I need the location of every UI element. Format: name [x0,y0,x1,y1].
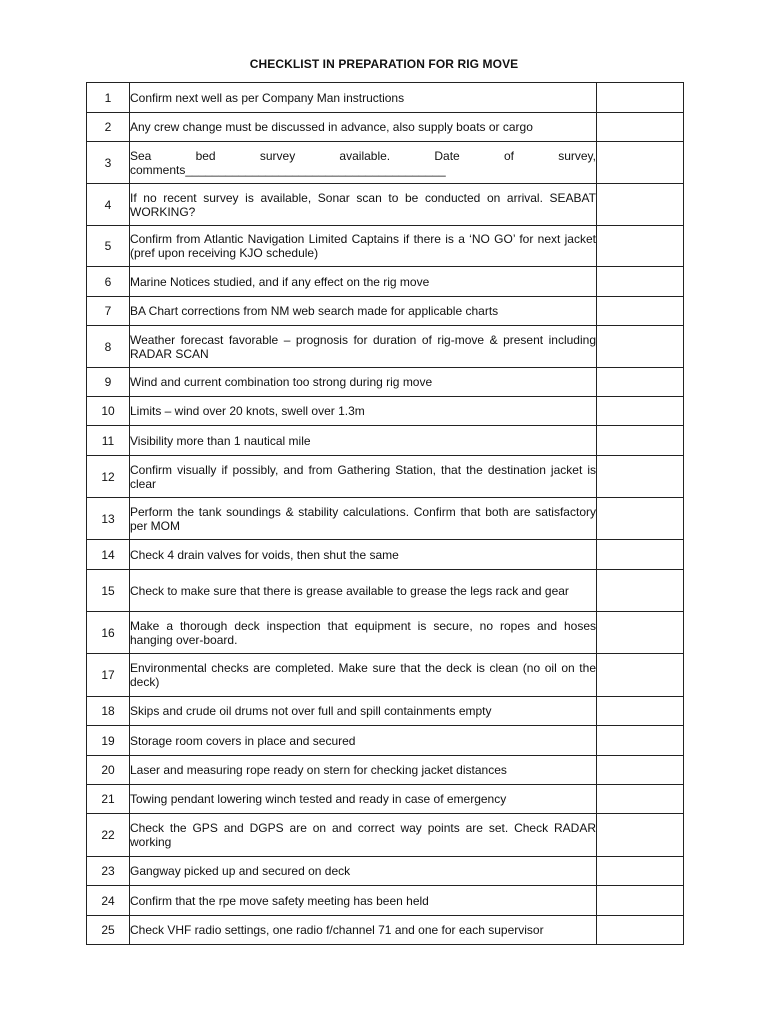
item-check-box[interactable] [597,857,684,886]
item-check-box[interactable] [597,297,684,326]
checklist-row [87,426,684,456]
checklist-table [86,82,684,945]
checklist-row [87,857,684,886]
item-number: 8 [87,326,130,368]
item-check-box[interactable] [597,540,684,570]
item-check-box[interactable] [597,113,684,142]
checklist-row [87,368,684,397]
checklist-row [87,886,684,916]
item-number: 20 [87,756,130,785]
item-number: 5 [87,226,130,267]
item-check-box[interactable] [597,756,684,785]
item-check-box[interactable] [597,368,684,397]
item-number: 22 [87,814,130,857]
item-check-box[interactable] [597,397,684,426]
item-check-box[interactable] [597,570,684,612]
item-check-box[interactable] [597,326,684,368]
item-number: 4 [87,184,130,226]
item-text: Check to make sure that there is grease available to grease the legs rack and gear [130,570,597,612]
checklist-row [87,612,684,654]
item-text: Marine Notices studied, and if any effect on the rig move [130,267,597,297]
checklist-row [87,142,684,184]
item-check-box[interactable] [597,226,684,267]
item-check-box[interactable] [597,267,684,297]
item-number: 2 [87,113,130,142]
item-text: Confirm from Atlantic Navigation Limited Captains if there is a ‘NO GO’ for next jacket (pref upon receiving KJO schedule) [130,226,597,267]
item-number: 23 [87,857,130,886]
item-number: 10 [87,397,130,426]
item-number: 12 [87,456,130,498]
item-text: Visibility more than 1 nautical mile [130,426,597,456]
item-number: 11 [87,426,130,456]
checklist-row [87,697,684,726]
item-text: Any crew change must be discussed in advance, also supply boats or cargo [130,113,597,142]
item-text: Sea bed survey available. Date of survey, comments_______________________________________ [130,142,597,184]
checklist-row [87,297,684,326]
item-number: 18 [87,697,130,726]
item-number: 25 [87,916,130,945]
item-text: Gangway picked up and secured on deck [130,857,597,886]
item-text: Check VHF radio settings, one radio f/channel 71 and one for each supervisor [130,916,597,945]
checklist-row [87,654,684,697]
item-number: 17 [87,654,130,697]
document-title: CHECKLIST IN PREPARATION FOR RIG MOVE [249,57,519,71]
item-check-box[interactable] [597,142,684,184]
item-text: Environmental checks are completed. Make sure that the deck is clean (no oil on the deck) [130,654,597,697]
item-number: 21 [87,785,130,814]
item-number: 9 [87,368,130,397]
checklist-row [87,83,684,113]
item-text: If no recent survey is available, Sonar scan to be conducted on arrival. SEABAT WORKING? [130,184,597,226]
item-check-box[interactable] [597,426,684,456]
item-number: 15 [87,570,130,612]
item-number: 1 [87,83,130,113]
item-text: BA Chart corrections from NM web search made for applicable charts [130,297,597,326]
item-check-box[interactable] [597,456,684,498]
item-text: Weather forecast favorable – prognosis for duration of rig-move & present including RADAR SCAN [130,326,597,368]
item-text: Limits – wind over 20 knots, swell over 1.3m [130,397,597,426]
item-text: Make a thorough deck inspection that equipment is secure, no ropes and hoses hanging over-board. [130,612,597,654]
item-number: 14 [87,540,130,570]
item-check-box[interactable] [597,726,684,756]
item-check-box[interactable] [597,697,684,726]
checklist-row [87,540,684,570]
item-text: Confirm visually if possibly, and from Gathering Station, that the destination jacket is clear [130,456,597,498]
checklist-row [87,397,684,426]
item-text: Check the GPS and DGPS are on and correct way points are set. Check RADAR working [130,814,597,857]
item-number: 19 [87,726,130,756]
item-text: Wind and current combination too strong during rig move [130,368,597,397]
checklist-row [87,184,684,226]
item-text: Confirm that the rpe move safety meeting has been held [130,886,597,916]
item-number: 13 [87,498,130,540]
checklist-row [87,326,684,368]
item-text: Confirm next well as per Company Man instructions [130,83,597,113]
item-text: Skips and crude oil drums not over full and spill containments empty [130,697,597,726]
checklist-row [87,267,684,297]
item-check-box[interactable] [597,184,684,226]
item-check-box[interactable] [597,83,684,113]
checklist-body [87,83,684,945]
item-check-box[interactable] [597,498,684,540]
item-check-box[interactable] [597,785,684,814]
checklist-row [87,814,684,857]
item-check-box[interactable] [597,612,684,654]
item-check-box[interactable] [597,814,684,857]
item-number: 24 [87,886,130,916]
item-text: Laser and measuring rope ready on stern for checking jacket distances [130,756,597,785]
item-text: Storage room covers in place and secured [130,726,597,756]
item-check-box[interactable] [597,654,684,697]
checklist-row [87,113,684,142]
item-number: 16 [87,612,130,654]
item-number: 7 [87,297,130,326]
checklist-row [87,756,684,785]
item-check-box[interactable] [597,886,684,916]
item-text: Perform the tank soundings & stability calculations. Confirm that both are satisfactory per MOM [130,498,597,540]
checklist-row [87,785,684,814]
checklist-row [87,498,684,540]
item-check-box[interactable] [597,916,684,945]
item-text: Towing pendant lowering winch tested and ready in case of emergency [130,785,597,814]
checklist-row [87,726,684,756]
checklist-row [87,226,684,267]
item-number: 6 [87,267,130,297]
checklist-row [87,456,684,498]
item-number: 3 [87,142,130,184]
checklist-row [87,570,684,612]
checklist-row [87,916,684,945]
item-text: Check 4 drain valves for voids, then shut the same [130,540,597,570]
